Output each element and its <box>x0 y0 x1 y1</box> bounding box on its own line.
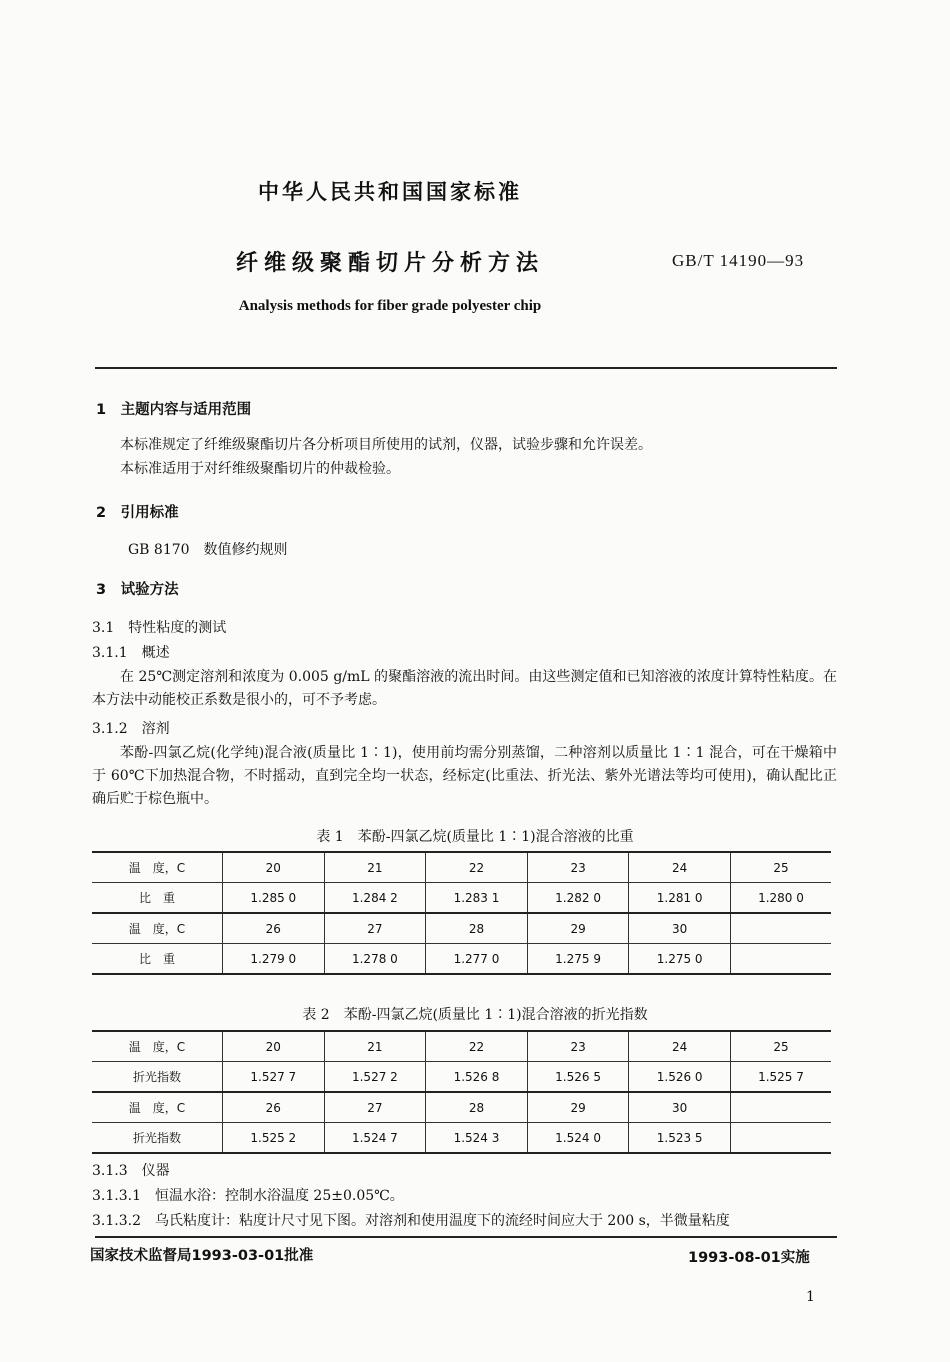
table-row-header: 温 度，C <box>92 852 223 883</box>
table-cell <box>730 1123 831 1154</box>
table-cell: 26 <box>223 913 325 944</box>
table-cell: 1.280 0 <box>730 883 831 914</box>
table-cell: 24 <box>629 852 731 883</box>
subsection-3-1-3-2: 3.1.3.2 乌氏粘度计：粘度计尺寸见下图。对溶剂和使用温度下的流经时间应大于 200 s，半微量粘度 <box>92 1213 730 1229</box>
table-cell: 25 <box>730 852 831 883</box>
normative-reference: GB 8170 数值修约规则 <box>128 542 288 558</box>
table-cell: 1.275 0 <box>629 944 731 975</box>
solvent-paragraph: 苯酚-四氯乙烷(化学纯)混合液(质量比 1∶1)，使用前均需分别蒸馏，二种溶剂以质量比 1∶1 混合，可在干燥箱中于 60℃下加热混合物，不时摇动，直到完全均一状态，经标定(比重法、折光法、紫外光谱法等均可使用)，确认配比正确后贮于棕色瓶中。 <box>92 745 837 807</box>
table-row <box>92 852 831 883</box>
table-cell: 1.525 2 <box>223 1123 325 1154</box>
table-cell <box>730 913 831 944</box>
table-cell: 1.526 8 <box>426 1062 528 1093</box>
table-row-header: 折光指数 <box>92 1062 223 1093</box>
section-2-heading: 2 引用标准 <box>96 505 179 521</box>
table-cell: 1.526 0 <box>629 1062 731 1093</box>
table-cell: 27 <box>324 913 426 944</box>
table-cell: 22 <box>426 852 528 883</box>
table-cell: 27 <box>324 1092 426 1123</box>
page-number: 1 <box>806 1289 815 1305</box>
table-cell: 1.285 0 <box>223 883 325 914</box>
table-row <box>92 1031 831 1062</box>
table-cell: 25 <box>730 1031 831 1062</box>
table-cell: 23 <box>527 1031 629 1062</box>
subsection-3-1-1: 3.1.1 概述 <box>92 645 170 661</box>
table-cell: 29 <box>527 1092 629 1123</box>
table-cell: 22 <box>426 1031 528 1062</box>
section-1-paragraph-2: 本标准适用于对纤维级聚酯切片的仲裁检验。 <box>120 461 400 477</box>
table-cell: 1.277 0 <box>426 944 528 975</box>
table-cell: 1.283 1 <box>426 883 528 914</box>
section-1-heading: 1 主题内容与适用范围 <box>96 402 252 418</box>
standard-code: GB/T 14190—93 <box>672 251 805 270</box>
effective-date: 1993-08-01实施 <box>688 1250 810 1266</box>
table-row <box>92 1092 831 1123</box>
table-row-header: 折光指数 <box>92 1123 223 1154</box>
table-cell: 1.527 7 <box>223 1062 325 1093</box>
table-cell: 23 <box>527 852 629 883</box>
table-row-header: 比 重 <box>92 883 223 914</box>
subsection-3-1-3-1: 3.1.3.1 恒温水浴：控制水浴温度 25±0.05℃。 <box>92 1188 404 1204</box>
table-cell: 21 <box>324 852 426 883</box>
table-cell: 30 <box>629 913 731 944</box>
table-2 <box>92 1030 831 1154</box>
table-cell <box>730 1092 831 1123</box>
table-cell: 1.284 2 <box>324 883 426 914</box>
approval-line: 国家技术监督局1993-03-01批准 <box>90 1248 314 1264</box>
table-row <box>92 1123 831 1154</box>
subsection-3-1: 3.1 特性粘度的测试 <box>92 620 227 636</box>
table-cell: 21 <box>324 1031 426 1062</box>
subsection-3-1-2: 3.1.2 溶剂 <box>92 721 170 737</box>
table-1-caption: 表 1 苯酚-四氯乙烷(质量比 1∶1)混合溶液的比重 <box>316 829 634 845</box>
table-2-caption: 表 2 苯酚-四氯乙烷(质量比 1∶1)混合溶液的折光指数 <box>302 1007 648 1023</box>
table-row <box>92 913 831 944</box>
table-cell <box>730 944 831 975</box>
section-3-heading: 3 试验方法 <box>96 582 179 598</box>
table-row <box>92 1062 831 1093</box>
table-cell: 29 <box>527 913 629 944</box>
table-cell: 28 <box>426 1092 528 1123</box>
section-1-paragraph-1: 本标准规定了纤维级聚酯切片各分析项目所使用的试剂，仪器，试验步骤和允许误差。 <box>120 437 652 453</box>
table-row <box>92 944 831 975</box>
table-cell: 20 <box>223 1031 325 1062</box>
table-cell: 1.524 0 <box>527 1123 629 1154</box>
table-row-header: 温 度，C <box>92 913 223 944</box>
subsection-3-1-3: 3.1.3 仪器 <box>92 1163 170 1179</box>
table-cell: 24 <box>629 1031 731 1062</box>
header-rule <box>95 367 837 369</box>
table-cell: 1.279 0 <box>223 944 325 975</box>
table-row <box>92 883 831 914</box>
table-cell: 1.525 7 <box>730 1062 831 1093</box>
english-title: Analysis methods for fiber grade polyester chip <box>238 298 542 314</box>
document-title: 纤维级聚酯切片分析方法 <box>235 251 544 276</box>
table-cell: 20 <box>223 852 325 883</box>
table-cell: 1.278 0 <box>324 944 426 975</box>
table-cell: 1.275 9 <box>527 944 629 975</box>
table-cell: 1.281 0 <box>629 883 731 914</box>
table-cell: 1.526 5 <box>527 1062 629 1093</box>
table-cell: 1.524 7 <box>324 1123 426 1154</box>
table-row-header: 温 度，C <box>92 1092 223 1123</box>
overview-paragraph: 在 25℃测定溶剂和浓度为 0.005 g/mL 的聚酯溶液的流出时间。由这些测定值和已知溶液的浓度计算特性粘度。在本方法中动能校正系数是很小的，可不予考虑。 <box>92 669 837 708</box>
table-cell: 26 <box>223 1092 325 1123</box>
table-1 <box>92 851 831 975</box>
table-cell: 1.524 3 <box>426 1123 528 1154</box>
footer-rule <box>95 1236 837 1238</box>
table-row-header: 温 度，C <box>92 1031 223 1062</box>
table-cell: 28 <box>426 913 528 944</box>
table-cell: 1.523 5 <box>629 1123 731 1154</box>
table-cell: 1.527 2 <box>324 1062 426 1093</box>
standard-title: 中华人民共和国国家标准 <box>258 180 522 204</box>
table-row-header: 比 重 <box>92 944 223 975</box>
table-cell: 30 <box>629 1092 731 1123</box>
table-cell: 1.282 0 <box>527 883 629 914</box>
